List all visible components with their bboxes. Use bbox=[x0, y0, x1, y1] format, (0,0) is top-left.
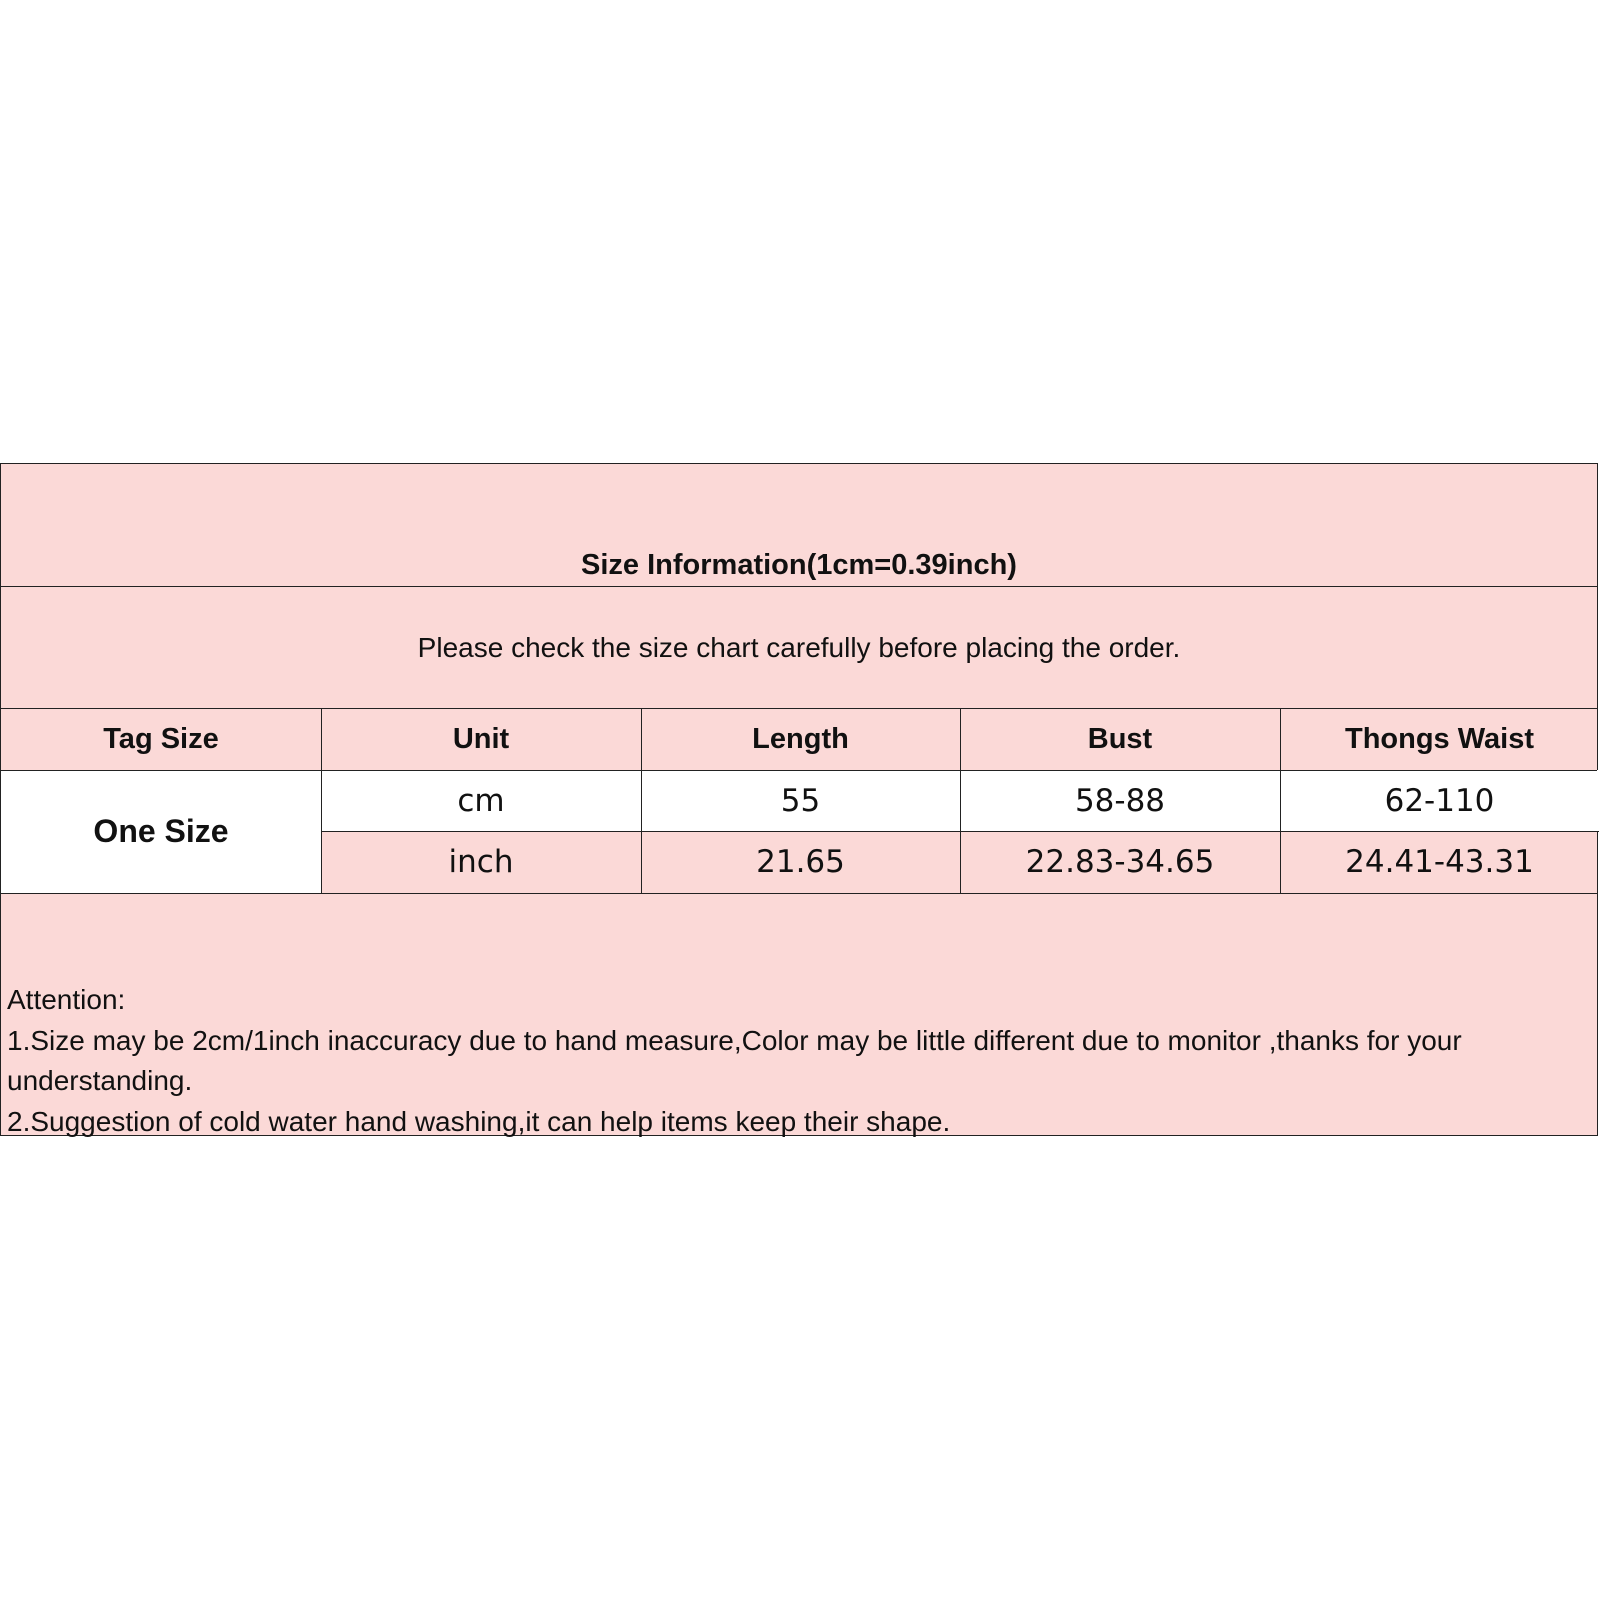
inch-unit: inch bbox=[448, 844, 514, 880]
inch-length: 21.65 bbox=[756, 844, 845, 880]
header-bust: Bust bbox=[1087, 723, 1153, 755]
attention-notes bbox=[7, 980, 1587, 1142]
size-table bbox=[1, 709, 1597, 894]
title-row bbox=[1, 464, 1597, 587]
header-thongs-waist: Thongs Waist bbox=[1344, 723, 1535, 755]
divider bbox=[1280, 709, 1281, 893]
inch-waist: 24.41-43.31 bbox=[1345, 844, 1534, 880]
header-tag-size: Tag Size bbox=[103, 723, 219, 755]
tag-size-cell: One Size bbox=[1, 770, 321, 893]
divider bbox=[321, 709, 322, 893]
size-chart bbox=[0, 463, 1598, 1136]
cm-length: 55 bbox=[780, 782, 821, 819]
cm-unit: cm bbox=[457, 782, 505, 819]
header-unit: Unit bbox=[452, 723, 510, 755]
inch-bust: 22.83-34.65 bbox=[1025, 844, 1215, 880]
notes-line-2: 2.Suggestion of cold water hand washing,it can help items keep their shape. bbox=[7, 1105, 951, 1137]
divider bbox=[321, 831, 1599, 832]
notice-text: Please check the size chart carefully before placing the order. bbox=[417, 631, 1181, 663]
divider bbox=[641, 709, 642, 893]
notice-row bbox=[1, 587, 1597, 709]
divider bbox=[960, 709, 961, 893]
notes-heading: Attention: bbox=[7, 984, 126, 1015]
notes-line-1: 1.Size may be 2cm/1inch inaccuracy due to hand measure,Color may be little different due to monitor ,thanks for your understanding. bbox=[7, 1024, 1462, 1096]
cm-bust: 58-88 bbox=[1074, 782, 1166, 819]
header-length: Length bbox=[752, 723, 849, 755]
chart-title: Size Information(1cm=0.39inch) bbox=[581, 549, 1017, 581]
cm-waist: 62-110 bbox=[1384, 782, 1495, 819]
divider bbox=[1, 770, 1597, 771]
